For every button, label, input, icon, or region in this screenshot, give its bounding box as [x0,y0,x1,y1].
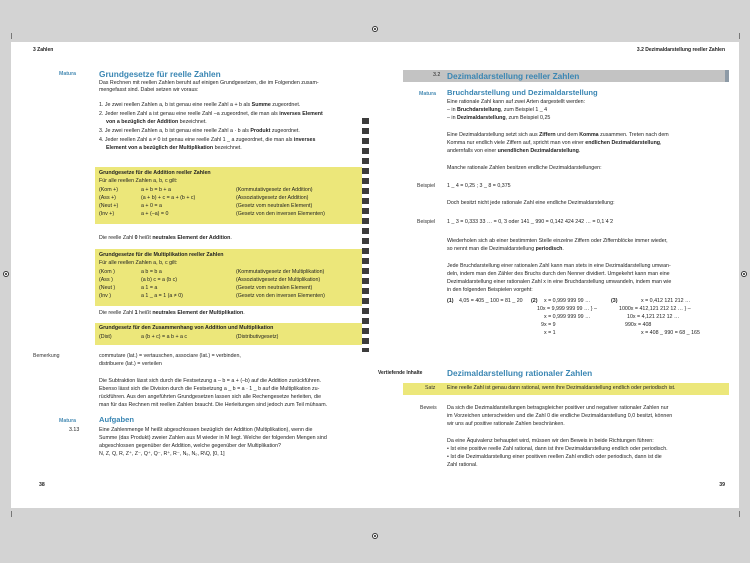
box-title: Grundgesetze für die Addition reeller Zahlen [99,170,211,176]
law-name: (Gesetz vom neutralen Element) [236,285,313,291]
example-formula: 1 _ 4 = 0,25 ; 3 _ 8 = 0,375 [447,183,511,189]
law-row: (Inv +) [99,211,115,217]
calc-line: 4,05 = 405 _ 100 = 81 _ 20 [459,298,523,304]
running-header: 3.2 Dezimaldarstellung reeller Zahlen [636,47,725,53]
calc-line: x = 0,999 999 99 … [544,314,591,320]
intro-line: – in Dezimaldarstellung, zum Beispiel 0,25 [447,115,551,121]
law-formula: a + (–a) = 0 [141,211,169,217]
crop-line [11,511,12,517]
paragraph-line: Jede Bruchdarstellung einer rationalen Zahl kann man stets in eine Dezimaldarstellung umwan- [447,263,671,269]
calc-label: (3) [611,298,618,304]
law-formula: (a b) c = a (b c) [141,277,178,283]
intro-line: mengefasst sind. Dabei setzen wir voraus: [99,87,199,93]
law-formula: a + 0 = a [141,203,162,209]
paragraph-line: Die Subtraktion lässt sich durch die Festsetzung a – b = a + (–b) auf die Addition zurückführen. [99,378,322,384]
law-name: (Kommutativgesetz der Addition) [236,187,313,193]
registration-mark-bottom [372,533,378,539]
crop-line [739,33,740,39]
paragraph-line: Eine Dezimaldarstellung setzt sich aus Ziffern und dem Komma zusammen. Treten nach dem [447,132,669,138]
tasks-title: Aufgaben [99,415,135,424]
calc-line: 9x = 9 [541,322,556,328]
intro-line: – in Bruchdarstellung, zum Beispiel 1 _ 4 [447,107,548,113]
paragraph-line: man für das Rechnen mit reellen Zahlen braucht. Die Herleitungen sind jedoch zum Teil mühsam. [99,402,328,408]
law-row: (Ass ) [99,277,113,283]
proof-line: • Ist die Dezimaldarstellung einer positiven reellen Zahl endlich oder periodisch, dann ist die [447,454,662,460]
paragraph-line: Ebenso lässt sich die Division durch die Festsetzung a _ b = a · 1 _ b auf die Multiplikation zu- [99,386,320,392]
law-name: (Distributivgesetz) [236,334,279,340]
calc-label: (2) [531,298,538,304]
paragraph-line: in den folgenden Beispielen vorgeht: [447,287,533,293]
box-subtitle: Für alle reellen Zahlen a, b, c gilt: [99,178,178,184]
page-number: 38 [39,482,45,488]
right-page [375,42,739,508]
calc-line: x = 0,412 121 212 … [641,298,691,304]
paragraph-line: rückführen. Aus den angeführten Grundgesetzen lassen sich alle Rechengesetze herleiten, die [99,394,322,400]
page-number: 39 [719,482,725,488]
law-row: (Kom +) [99,187,118,193]
law-name: (Gesetz von den inversen Elementen) [236,293,325,299]
law-row: (Ass +) [99,195,116,201]
proof-line: Da sich die Dezimaldarstellungen betragsgleicher positiver und negativer rationaler Zahlen nur [447,405,669,411]
box-subtitle: Für alle reellen Zahlen a, b, c gilt: [99,260,178,266]
intro-line: Eine rationale Zahl kann auf zwei Arten dargestellt werden: [447,99,586,105]
calc-line: 10x = 4,121 212 12 … [627,314,680,320]
multiplication-note: Die reelle Zahl 1 heißt neutrales Element der Multiplikation. [99,310,245,316]
paragraph-line: Manche rationale Zahlen besitzen endliche Dezimaldarstellungen: [447,165,602,171]
margin-label-beispiel: Beispiel [417,219,436,225]
law-formula: a 1 _ a = 1 (a ≠ 0) [141,293,183,299]
law-formula: a + b = b + a [141,187,171,193]
proof-line: wir uns auf positive rationale Zahlen beschränken. [447,421,565,427]
box-title: Grundgesetz für den Zusammenhang von Addition und Multiplikation [99,325,274,331]
rule-line: von a bezüglich der Addition bezeichnet. [106,119,207,125]
margin-label-matura: Matura [59,418,77,424]
subsection-title: Bruchdarstellung und Dezimaldarstellung [447,88,598,97]
crop-line [739,511,740,517]
paragraph-line: Dezimaldarstellung einer rationalen Zahl x in eine Bruchdarstellung umwandeln, indem man wie [447,279,672,285]
section-title: Grundgesetze für reelle Zahlen [99,69,221,79]
calc-line: x = 0,999 999 99 … [544,298,591,304]
registration-mark-right [741,271,747,277]
rule-line: 1. Je zwei reellen Zahlen a, b ist genau eine reelle Zahl a + b als Summe zugeordnet. [99,102,301,108]
law-row: (Dist) [99,334,112,340]
rule-line: 2. Jeder reellen Zahl a ist genau eine reelle Zahl –a zugeordnet, die man als inverses Element [99,111,323,117]
law-row: (Neut ) [99,285,116,291]
task-line: abgeschlossen gegenüber der Addition, welche gegenüber der Multiplikation? [99,443,281,449]
law-name: (Kommutativgesetz der Multiplikation) [236,269,325,275]
paragraph-line: andernfalls von einer unendlichen Dezimaldarstellung. [447,148,581,154]
law-formula: a (b + c) = a b + a c [141,334,188,340]
paragraph-line: Wiederholen sich ab einer bestimmten Stelle einzelne Ziffern oder Ziffernblöcke immer wieder, [447,238,668,244]
calc-line: x = 1 [544,330,556,336]
example-formula: 1 _ 3 = 0,333 33 … = 0, ̇3 oder 141 _ 990 = 0,142 424 242 … = 0,1 ̇4 ̇2 [447,219,614,225]
paragraph-line: so nennt man die Dezimaldarstellung periodisch. [447,246,564,252]
task-number: 3.13 [69,427,80,433]
theorem-text: Eine reelle Zahl ist genau dann rational, wenn ihre Dezimaldarstellung endlich oder periodisch ist. [447,385,676,391]
calc-line: x = 408 _ 990 = 68 _ 165 [641,330,700,336]
task-line: Eine Zahlenmenge M heißt abgeschlossen bezüglich der Addition (Multiplikation), wenn die [99,427,313,433]
law-row: (Kom ) [99,269,115,275]
paragraph-line: deln, indem man den Zähler des Bruchs durch den Nenner dividiert. Umgekehrt kann man eine [447,271,670,277]
law-row: (Inv ) [99,293,112,299]
paragraph-line: Komma nur endlich viele Ziffern auf, spricht man von einer endlichen Dezimaldarstellung, [447,140,662,146]
box-title: Grundgesetze für die Multiplikation reeller Zahlen [99,252,224,258]
task-line: N, Z, Q, R, Z⁺, Z⁻, Q⁺, Q⁻, R⁺, R⁻, N₉, N₀, R\Q, [0, 1] [99,451,225,457]
proof-line: im Vorzeichen unterscheiden und die Zahl 0 die endliche Dezimaldarstellung 0,0 besitzt, können [447,413,673,419]
proof-line: Zahl rational. [447,462,478,468]
law-name: (Assoziativgesetz der Multiplikation) [236,277,321,283]
left-page [11,42,375,508]
proof-line: • Ist eine positive reelle Zahl rational, dann ist ihre Dezimaldarstellung endlich oder periodisch. [447,446,668,452]
section2-title: Dezimaldarstellung rationaler Zahlen [447,368,593,378]
registration-mark-left [3,271,9,277]
margin-label-beweis: Beweis [420,405,437,411]
remark-line: commutare (lat.) = vertauschen, associare (lat.) = verbinden, [99,353,241,359]
proof-line: Da eine Äquivalenz behauptet wird, müssen wir den Beweis in beide Richtungen führen: [447,438,654,444]
section-number: 3.2 [433,72,441,78]
margin-label-satz: Satz [425,385,436,391]
law-formula: a 1 = a [141,285,158,291]
calc-line: 1000x = 412,121 212 12 … } – [619,306,691,312]
rule-line: Element von a bezüglich der Multiplikation bezeichnet. [106,145,242,151]
rule-line: 4. Jeder reellen Zahl a ≠ 0 ist genau eine reelle Zahl 1 _ a zugeordnet, die man als inverses [99,137,316,143]
law-name: (Gesetz vom neutralen Element) [236,203,313,209]
margin-label-matura: Matura [419,91,437,97]
margin-label-beispiel: Beispiel [417,183,436,189]
margin-label-matura: Matura [59,71,77,77]
law-name: (Assoziativgesetz der Addition) [236,195,309,201]
margin-label-vertiefend: Vertiefende Inhalte [378,370,423,376]
rule-line: 3. Je zwei reellen Zahlen a, b ist genau eine reelle Zahl a · b als Produkt zugeordnet. [99,128,300,134]
law-formula: a b = b a [141,269,162,275]
task-line: Summe (das Produkt) zweier Zahlen aus M wieder in M liegt. Welche der folgenden Mengen sind [99,435,327,441]
running-header: 3 Zahlen [33,47,54,53]
law-row: (Neut +) [99,203,119,209]
margin-label-bemerkung: Bemerkung [33,353,60,359]
addition-note: Die reelle Zahl 0 heißt neutrales Element der Addition. [99,235,232,241]
section-title: Dezimaldarstellung reeller Zahlen [447,71,580,81]
law-formula: (a + b) + c = a + (b + c) [141,195,196,201]
remark-line: distribuere (lat.) = verteilen [99,361,162,367]
calc-line: 10x = 9,999 999 99 … } – [537,306,597,312]
calc-line: 990x = 408 [625,322,652,328]
law-name: (Gesetz von den inversen Elementen) [236,211,325,217]
crop-line [11,33,12,39]
registration-mark-top [372,26,378,32]
paragraph-line: Doch besitzt nicht jede rationale Zahl eine endliche Dezimaldarstellung: [447,200,615,206]
calc-label: (1) [447,298,454,304]
thumb-index-tabs [362,118,369,352]
intro-line: Das Rechnen mit reellen Zahlen beruht auf einigen Grundgesetzen, die im Folgenden zusam- [99,80,319,86]
